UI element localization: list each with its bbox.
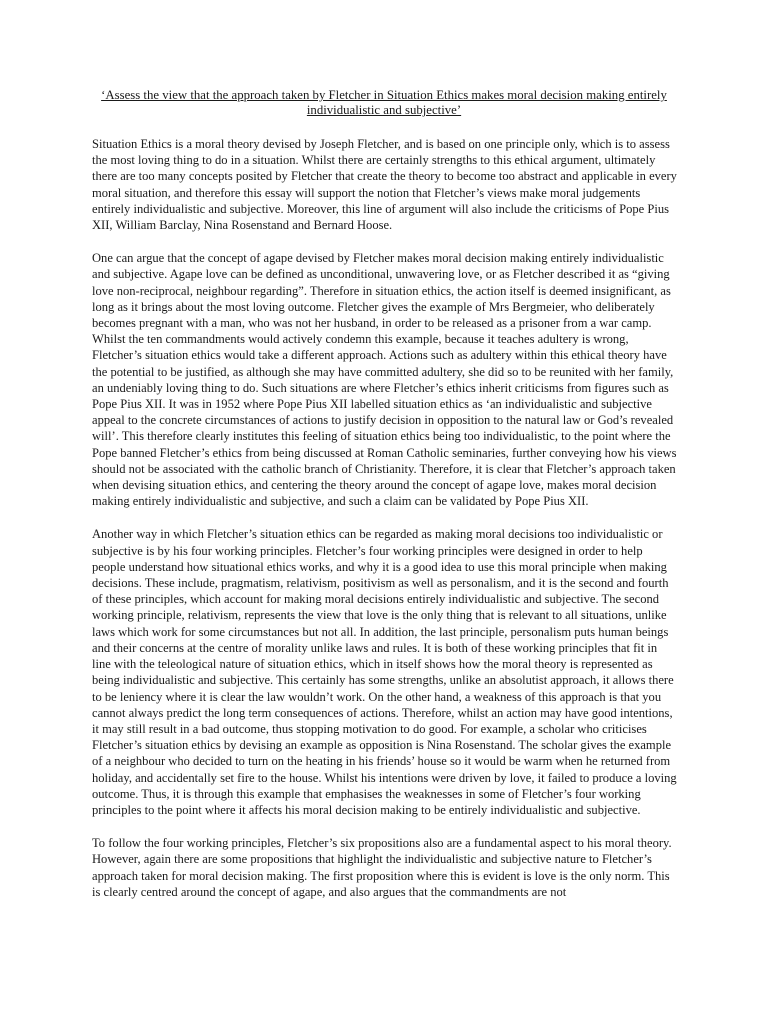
paragraph-introduction: Situation Ethics is a moral theory devised by Joseph Fletcher, and is based on one principle only, which is to assess the most loving thing to do in a situation. Whilst there are certainly strengths to this ethical argument, ultimately there are too many concepts posited by Fletcher that create the theory to become too abstract and applicable in every moral situation, and therefore this essay will support the notion that Fletcher’s views make moral judgements entirely individualistic and subjective. Moreover, this line of argument will also include the criticisms of Pope Pius XII, William Barclay, Nina Rosenstand and Bernard Hoose. [92, 137, 677, 233]
paragraph-working-principles: Another way in which Fletcher’s situation ethics can be regarded as making moral decisions too individualistic or subjective is by his four working principles. Fletcher’s four working principles were designed in order to help people understand how situational ethics works, and why it is a good idea to use this moral principle when making decisions. These include, pragmatism, relativism, positivism as well as personalism, and it is the second and fourth of these principles, which account for making moral decisions entirely individualistic and subjective. The second working principle, relativism, represents the view that love is the only thing that is relevant to all situations, unlike laws which work for some circumstances but not all. In addition, the last principle, personalism puts human beings and their concerns at the centre of morality unlike laws and rules. It is both of these working principles that fit in line with the teleological nature of situation ethics, which in itself shows how the moral theory is represented as being individualistic and subjective. This certainly has some strengths, unlike an absolutist approach, it allows there to be leniency where it is clear the law wouldn’t work. On the other hand, a weakness of this approach is that you cannot always predict the long term consequences of actions. Therefore, whilst an action may have good intentions, it may still result in a bad outcome, thus stopping motivation to do good. For example, a scholar who criticises Fletcher’s situation ethics by devising an example as opposition is Nina Rosenstand. The scholar gives the example of a neighbour who decided to turn on the heating in his friends’ house so it would be warm when he returned from holiday, and accidentally set fire to the house. Whilst his intentions were driven by love, it failed to produce a loving outcome. Thus, it is through this example that emphasises the weaknesses in some of Fletcher’s four working principles to the point where it affects his moral decision making to be entirely individualistic and subjective. [92, 527, 677, 817]
essay-title: ‘Assess the view that the approach taken by Fletcher in Situation Ethics makes moral decision making entirely individualistic and subjective’ [101, 88, 667, 118]
paragraph-agape: One can argue that the concept of agape devised by Fletcher makes moral decision making entirely individualistic and subjective. Agape love can be defined as unconditional, unwavering love, or as Fletcher described it as “giving love non-reciprocal, neighbour regarding”. Therefore in situation ethics, the action itself is deemed insignificant, as long as it brings about the most loving outcome. Fletcher gives the example of Mrs Bergmeier, who deliberately becomes pregnant with a man, who was not her husband, in order to be released as a prisoner from a war camp. Whilst the ten commandments would actively condemn this example, because it teaches adultery is wrong, Fletcher’s situation ethics would take a different approach. Actions such as adultery within this ethical theory have the potential to be justified, as although she may have committed adultery, she did so to be reunited with her family, an undeniably loving thing to do. Such situations are where Fletcher’s ethics inherit criticisms from figures such as Pope Pius XII. It was in 1952 where Pope Pius XII labelled situation ethics as ‘an individualistic and subjective appeal to the concrete circumstances of actions to justify decision in opposition to the natural law or God’s revealed will’. This therefore clearly institutes this feeling of situation ethics being too individualistic, to the point where the Pope banned Fletcher’s ethics from being discussed at Roman Catholic seminaries, further conveying how his views should not be associated with the catholic branch of Christianity. Therefore, it is clear that Fletcher’s approach taken when devising situation ethics, and centering the theory around the concept of agape love, makes moral decision making entirely individualistic and subjective, and such a claim can be validated by Pope Pius XII. [92, 251, 677, 509]
essay-body [92, 136, 678, 917]
paragraph-six-propositions: To follow the four working principles, Fletcher’s six propositions also are a fundamental aspect to his moral theory. However, again there are some propositions that highlight the individualistic and subjective nature to Fletcher’s approach taken for moral decision making. The first proposition where this is evident is love is the only norm. This is clearly centred around the concept of agape, and also argues that the commandments are not [92, 836, 672, 899]
